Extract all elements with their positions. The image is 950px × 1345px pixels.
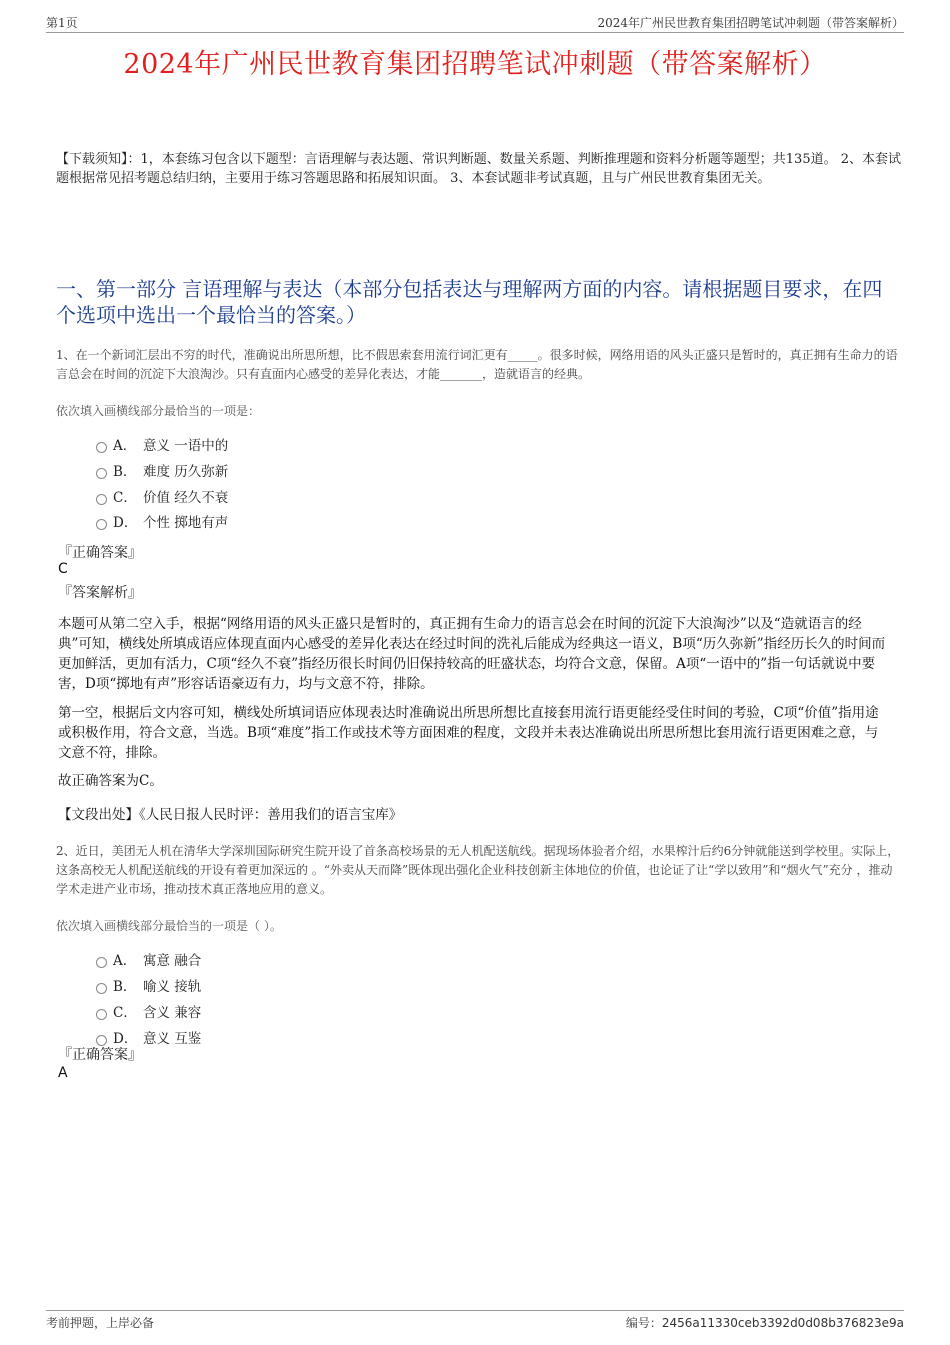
header-doc-title: 2024年广州民世教育集团招聘笔试冲刺题（带答案解析） <box>597 16 904 30</box>
radio-icon[interactable] <box>96 983 107 994</box>
page-number: 第1页 <box>46 16 78 30</box>
footer-code-label: 编号： <box>625 1316 662 1330</box>
q2-answer: A <box>58 1065 68 1081</box>
question-2-prompt: 依次填入画横线部分最恰当的一项是（ ）。 <box>56 919 282 933</box>
radio-icon[interactable] <box>96 442 107 453</box>
q2-option-c[interactable]: C． 含义 兼容 <box>96 1003 201 1023</box>
footer-divider <box>46 1310 904 1311</box>
section-heading: 一、第一部分 言语理解与表达（本部分包括表达与理解两方面的内容。请根据题目要求，在四个选项中选出一个最恰当的答案。） <box>56 277 883 327</box>
q2-option-a[interactable]: A． 寓意 融合 <box>96 951 201 971</box>
question-1-prompt: 依次填入画横线部分最恰当的一项是： <box>56 404 261 418</box>
footer-code <box>626 1314 904 1331</box>
footer-code-value: 2456a11330ceb3392d0d08b376823e9a <box>661 1316 904 1330</box>
question-1-text: 1、在一个新词汇层出不穷的时代，准确说出所思所想，比不假思索套用流行词汇更有_____。很多时候，网络用语的风头正盛只是暂时的，真正拥有生命力的语言总会在时间的沉淀下大浪淘沙。只有直面内心感受的差异化表达，才能_______，造就语言的经典。 <box>56 348 898 381</box>
radio-icon[interactable] <box>96 1009 107 1020</box>
q1-option-d[interactable]: D． 个性 掷地有声 <box>96 513 228 533</box>
q1-analysis-para-2: 第一空，根据后文内容可知，横线处所填词语应体现表达时准确说出所思所想比直接套用流行语更能经受住时间的考验，C项“价值”指用途或积极作用，符合文意，当选。B项“难度”指工作或技术等方面困难的程度，文段并未表达准确说出所思所想比套用流行语更困难之意，与文意不符，排除。 <box>58 705 879 761</box>
q2-answer-label: 『正确答案』 <box>58 1047 142 1063</box>
q1-option-b[interactable]: B． 难度 历久弥新 <box>96 462 228 482</box>
q1-source: 【文段出处】《人民日报人民时评：善用我们的语言宝库》 <box>58 807 403 823</box>
q1-analysis-conclusion: 故正确答案为C。 <box>58 773 163 789</box>
q1-analysis-para-1: 本题可从第二空入手，根据“网络用语的风头正盛只是暂时的，真正拥有生命力的语言总会在时间的沉淀下大浪淘沙”以及“造就语言的经典”可知，横线处所填成语应体现直面内心感受的差异化表达在经过时间的洗礼后能成为经典这一语义，B项“历久弥新”指经历长久的时间而更加鲜活，更加有活力，C项“经久不衰”指经历很长时间仍旧保持较高的旺盛状态，均符合文意，保留。A项“一语中的”指一句话就说中要害，D项“掷地有声”形容话语豪迈有力，均与文意不符，排除。 <box>58 616 886 692</box>
q1-answer-label: 『正确答案』 <box>58 545 142 561</box>
q1-option-c[interactable]: C． 价值 经久不衰 <box>96 488 228 508</box>
radio-icon[interactable] <box>96 468 107 479</box>
q1-option-a[interactable]: A． 意义 一语中的 <box>96 436 228 456</box>
footer-slogan: 考前押题，上岸必备 <box>46 1316 155 1330</box>
q1-answer: C <box>58 561 68 577</box>
q1-analysis-label: 『答案解析』 <box>58 585 142 601</box>
q2-option-d[interactable]: D． 意义 互鉴 <box>96 1029 201 1049</box>
page-header <box>46 14 904 34</box>
radio-icon[interactable] <box>96 957 107 968</box>
q2-option-b[interactable]: B． 喻义 接轨 <box>96 977 201 997</box>
page-title: 2024年广州民世教育集团招聘笔试冲刺题（带答案解析） <box>123 49 827 80</box>
radio-icon[interactable] <box>96 494 107 505</box>
header-divider <box>46 32 904 33</box>
question-2-text: 2、近日，美团无人机在清华大学深圳国际研究生院开设了首条高校场景的无人机配送航线。据现场体验者介绍，水果榨汁后约6分钟就能送到学校里。实际上，这条高校无人机配送航线的开设有着更加深远的 。“外卖从天而降”既体现出强化企业科技创新主体地位的价值，也论证了让“学以致用”和“烟火气”充分 ，推动学术走进产业市场，推动技术真正落地应用的意义。 <box>56 844 900 896</box>
download-notice: 【下载须知】：1，本套练习包含以下题型：言语理解与表达题、常识判断题、数量关系题、判断推理题和资料分析题等题型；共135道。 2、本套试题根据常见招考题总结归纳，主要用于练习答题思路和拓展知识面。 3、本套试题非考试真题，且与广州民世教育集团无关。 <box>56 152 901 186</box>
radio-icon[interactable] <box>96 519 107 530</box>
